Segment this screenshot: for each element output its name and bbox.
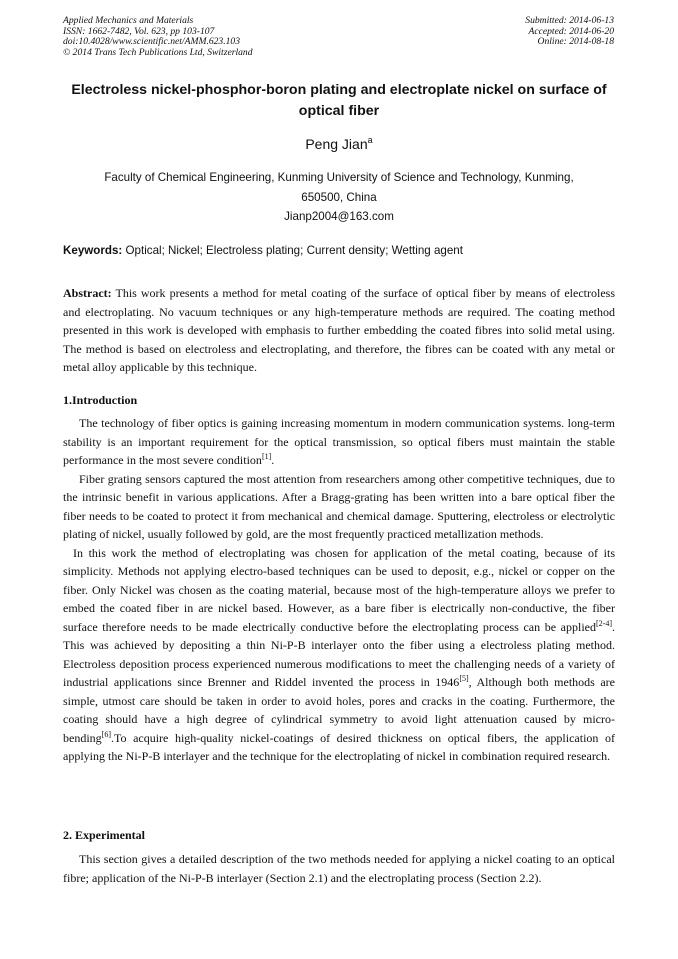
experimental-paragraph-1: This section gives a detailed description of the two methods needed for applying a nickel coating to an optical fibre; application of the Ni-P-B interlayer (Section 2.1) and the electroplating process (Section 2.2). <box>63 852 615 885</box>
keywords-label: Keywords: <box>63 244 123 257</box>
intro-p3-text-b: . This was achieved by depositing a thin Ni-P-B interlayer onto the fiber using a electroless plating method. Electroless deposition process experienced numerous modifications to meet the challenging needs of a variety of industrial applications since Brenner and Riddel invented the process in 1946 <box>63 619 615 689</box>
keywords-text: Optical; Nickel; Electroless plating; Current density; Wetting agent <box>125 244 463 257</box>
experimental-body <box>63 850 615 887</box>
introduction-body <box>63 414 615 766</box>
abstract-text: This work presents a method for metal coating of the surface of optical fiber by means of electroless and electroplating. No vacuum techniques or any high-temperature methods are required. The coating method presented in this work is developed with emphasis to further embedding the coated fibres into solid metal using. The method is based on electroless and electroplating, and therefore, the fibres can be coated with any metal or metal alloy applicable by this technique. <box>63 286 615 374</box>
abstract-label: Abstract: <box>63 286 112 300</box>
intro-paragraph-2: Fiber grating sensors captured the most attention from researchers among other competitive techniques, due to the intrinsic benefit in various applications. After a Bragg-grating has been written into a bare optical fiber the fiber needs to be coated to protect it from mechanical and chemical damage. Sputtering, electroless or electrolytic plating of nickel, usually followed by gold, are the most frequently practiced metallization methods. <box>63 471 615 541</box>
abstract <box>63 284 615 377</box>
journal-issn: ISSN: 1662-7482, Vol. 623, pp 103-107 <box>63 25 215 37</box>
keywords <box>63 243 615 259</box>
journal-header-left <box>63 16 253 58</box>
accepted-date: Accepted: 2014-06-20 <box>528 25 614 37</box>
author-affiliation-mark: a <box>367 135 373 145</box>
submitted-date: Submitted: 2014-06-13 <box>525 15 614 26</box>
section-heading-experimental: 2. Experimental <box>63 828 145 842</box>
affiliation-line-2: 650500, China <box>301 190 377 204</box>
intro-p3-text-d: .To acquire high-quality nickel-coatings of desired thickness on optical fibers, the application of applying the Ni-P-B interlayer and the technique for the electroplating of nickel in combination required research. <box>63 730 615 763</box>
author-line <box>63 135 615 153</box>
citation-1: [1] <box>261 452 272 461</box>
journal-doi: doi:10.4028/www.scientific.net/AMM.623.103 <box>63 36 241 48</box>
intro-p1-end: . <box>271 453 275 467</box>
citation-6: [6] <box>101 729 111 739</box>
intro-paragraph-3 <box>63 544 615 766</box>
intro-p3-text-c: , Although both methods are simple, utmost care should be taken in order to avoid holes, pores and cracks in the coating. Furthermore, the coating should have a high degree of cylindrical symmetry to avoid light attenuation caused by micro-bending <box>63 675 615 745</box>
intro-paragraph-1 <box>63 414 615 470</box>
journal-name: Applied Mechanics and Materials <box>63 15 194 26</box>
journal-header-right <box>525 16 614 48</box>
author-name: Peng Jian <box>305 136 368 152</box>
intro-p1-text: The technology of fiber optics is gaining increasing momentum in modern communication systems. long-term stability is an important requirement for the optical transmission, so optical fibers must maintain the stable performance in the most severe condition <box>63 416 615 467</box>
section-heading-introduction: 1.Introduction <box>63 393 138 407</box>
journal-copyright: © 2014 Trans Tech Publications Ltd, Switzerland <box>63 46 253 58</box>
citation-2-4: [2-4] <box>596 618 612 628</box>
affiliation <box>63 168 615 227</box>
affiliation-line-1: Faculty of Chemical Engineering, Kunming University of Science and Technology, Kunming, <box>104 171 574 184</box>
intro-p3-text-a: In this work the method of electroplating was chosen for application of the metal coating, because of its simplicity. Methods not applying electro-based techniques can be used to deposit, e.g., nickel or copper on the fiber. Only Nickel was chosen as the coating material, because most of the high-temperature alloys we prefer to embed the coated fiber in are nickel based. However, as a bare fiber is electrically non-conductive, the fiber surface therefore needs to be made electrically conductive before the electroplating process can be applied <box>63 545 615 634</box>
citation-5: [5] <box>459 674 469 683</box>
paper-title: Electroless nickel-phosphor-boron plating and electroplate nickel on surface of optical fiber <box>71 82 607 119</box>
online-date: Online: 2014-08-18 <box>537 36 614 48</box>
author-email: Jianp2004@163.com <box>284 210 394 223</box>
